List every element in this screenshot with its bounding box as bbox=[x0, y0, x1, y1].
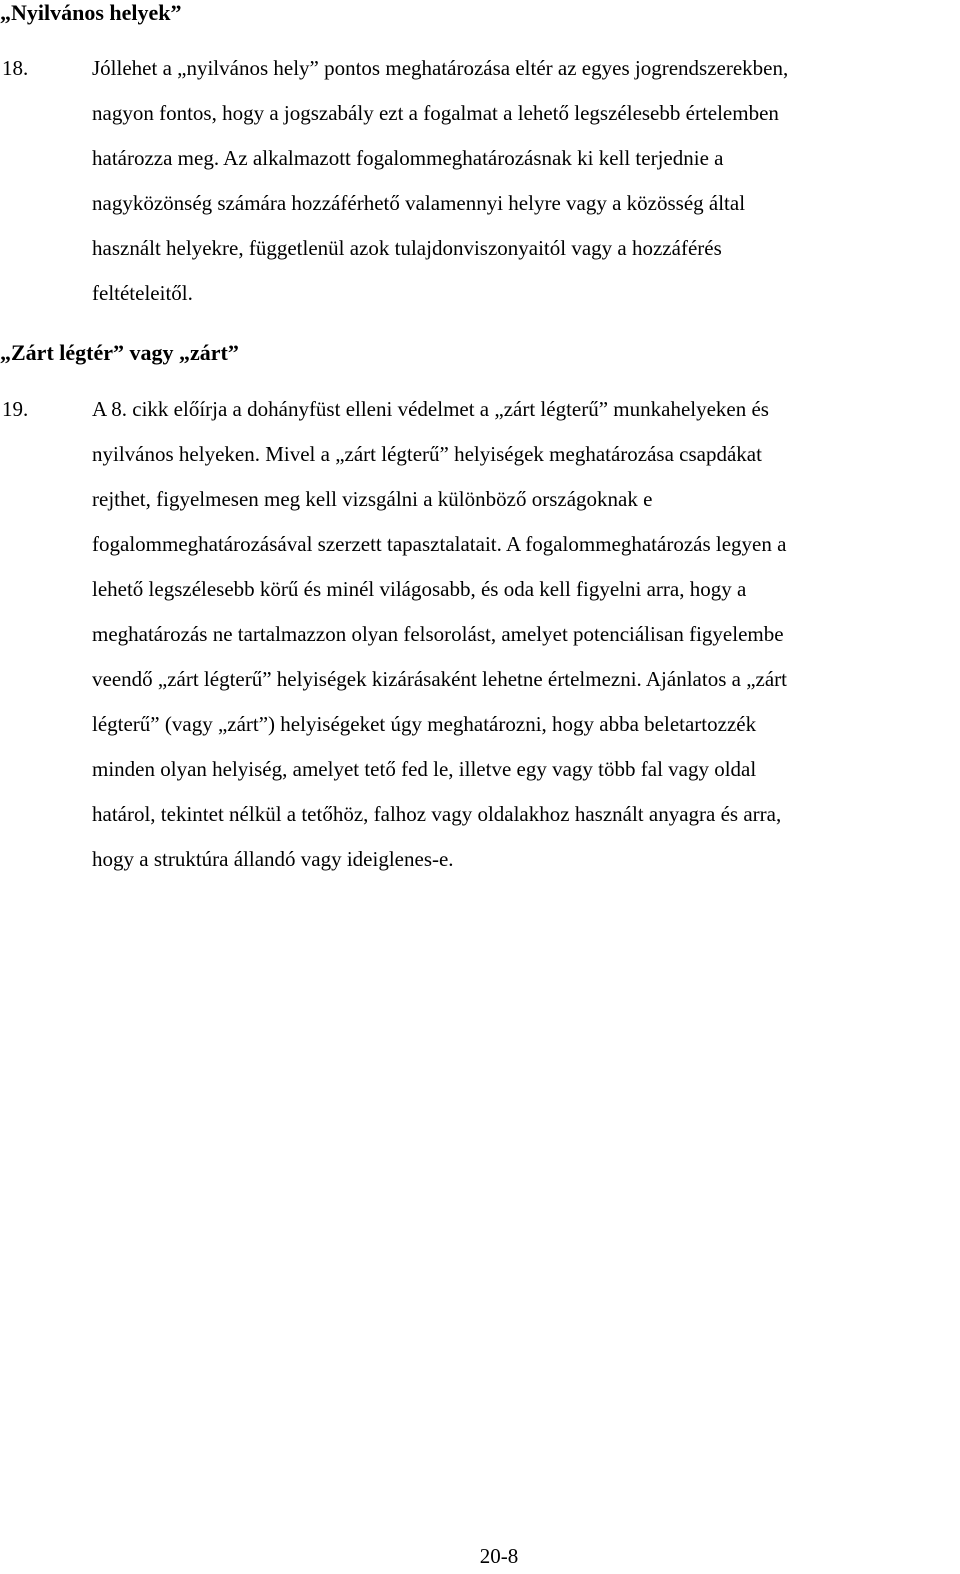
paragraph-line: feltételeitől. bbox=[92, 281, 193, 305]
paragraph-line: rejthet, figyelmesen meg kell vizsgálni a különböző országoknak e bbox=[92, 487, 653, 511]
paragraph-line: veendő „zárt légterű” helyiségek kizárásaként lehetne értelmezni. Ajánlatos a „zárt bbox=[92, 667, 787, 691]
paragraph-line: Jóllehet a „nyilvános hely” pontos meghatározása eltér az egyes jogrendszerekben, bbox=[92, 56, 789, 80]
paragraph-line: nagyon fontos, hogy a jogszabály ezt a fogalmat a lehető legszélesebb értelemben bbox=[92, 101, 779, 125]
paragraph-line: légterű” (vagy „zárt”) helyiségeket úgy meghatározni, hogy abba beletartozzék bbox=[92, 712, 757, 736]
section-heading-public-places: „Nyilvános helyek” bbox=[0, 0, 182, 25]
paragraph-line: határol, tekintet nélkül a tetőhöz, falhoz vagy oldalakhoz használt anyagra és arra, bbox=[92, 802, 782, 826]
paragraph-line: nagyközönség számára hozzáférhető valamennyi helyre vagy a közösség által bbox=[92, 191, 746, 215]
paragraph-line: határozza meg. Az alkalmazott fogalommeghatározásnak ki kell terjednie a bbox=[92, 146, 724, 170]
paragraph-number: 18. bbox=[2, 56, 29, 80]
paragraph-line: nyilvános helyeken. Mivel a „zárt légterű” helyiségek meghatározása csapdákat bbox=[92, 442, 762, 466]
paragraph-line: lehető legszélesebb körű és minél világosabb, és oda kell figyelni arra, hogy a bbox=[92, 577, 747, 601]
paragraph-line: minden olyan helyiség, amelyet tető fed le, illetve egy vagy több fal vagy oldal bbox=[92, 757, 757, 781]
paragraph-line: fogalommeghatározásával szerzett tapasztalatait. A fogalommeghatározás legyen a bbox=[92, 532, 787, 556]
paragraph-line: meghatározás ne tartalmazzon olyan felsorolást, amelyet potenciálisan figyelembe bbox=[92, 622, 784, 646]
paragraph-line: hogy a struktúra állandó vagy ideiglenes-e. bbox=[92, 847, 454, 871]
paragraph-number: 19. bbox=[2, 397, 29, 421]
page-number: 20-8 bbox=[479, 1544, 519, 1568]
section-heading-enclosed-space: „Zárt légtér” vagy „zárt” bbox=[0, 340, 239, 365]
paragraph-line: használt helyekre, függetlenül azok tulajdonviszonyaitól vagy a hozzáférés bbox=[92, 236, 722, 260]
paragraph-line: A 8. cikk előírja a dohányfüst elleni védelmet a „zárt légterű” munkahelyeken és bbox=[92, 397, 769, 421]
